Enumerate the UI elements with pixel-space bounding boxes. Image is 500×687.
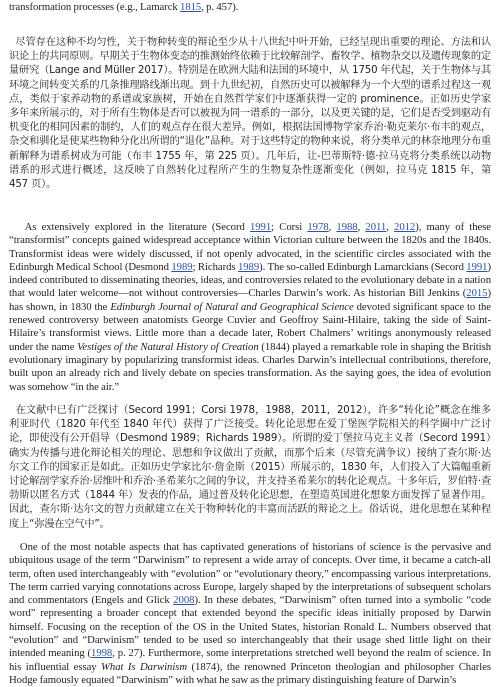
citation-link[interactable]: 1988 bbox=[336, 221, 358, 233]
citation-link[interactable]: 1991 bbox=[249, 221, 272, 233]
paragraph-zh-1: 尽管存在这种不均匀性，关于物种转变的辩论至少从十八世纪中叶开始，已经呈现出重要的理论、方法和认识论上的共同原则。早期关于生物体变态的推测始终依赖于比较解剖学、畜牧学、植物杂交以及遗传现象的定量研究（Lange and Müller 2017）。特别是在欧洲大陆和法国的环境中，从 1750 年代起，关于生物体与其环境之间转变关系的几条推理路线渐出现。到十九世纪初，自然历史可以被解释为一个大型的谱系过程这一观点，类似于家养动物的系谱或家族树，开始在自然哲学家们中逐渐获得一定的 prominence。正如历史学家多年来所展示的，对于所有生物体是否可以被视为同一谱系的一部分，以及更关键的是，它们是否受到驱动有机变化的相同因素的制约，人们的观点存在很大差异。例如，根据法国博物学家乔治·勒克莱尔·布丰的观点，杂交和驯化是使某些物种分化出所谓的“退化”品种。对于这些特定的物种来说，将分类单元的林奈地理分布重新解释为谱系树成为可能（布丰 1755 年，第 225 页）。几年后，让-巴蒂斯特·德·拉马克将分类系统以动物谱系的形式进行概述，这反映了自然转化过程所产生的生物复杂性逐渐变化（例如，拉马克 1815 年，第 457 页）。 bbox=[9, 37, 492, 191]
citation-link[interactable]: 2011 bbox=[365, 221, 387, 233]
citation-link[interactable]: 1998 bbox=[91, 647, 113, 660]
citation-link[interactable]: 2012 bbox=[394, 221, 416, 233]
citation-link[interactable]: 1815 bbox=[180, 1, 202, 13]
citation-link[interactable]: 1991 bbox=[466, 260, 488, 273]
paragraph-en-1: As extensively explored in the literature (Secord 1991; Corsi 1978, 1988, 2011, 2012), many of these “transformist” concepts gained widespread acceptance within Victorian culture between the 1820s and the 1840s. Transformist ideas were widely discussed, if not openly advocated, in the scientific circles associated with the Edinburgh Medical School (Desmond 1989; Richards 1989). The so-called Edinburgh Lamarckians (Secord 1991) indeed contributed to disseminating theories, ideas, and controversies related to the evolutionary debate in a nation that would later welcome—not without controversies—Charles Darwin’s work. As historian Bill Jenkins (2015) has shown, in 1830 the Edinburgh Journal of Natural and Geographical Science devoted significant space to the renewed controversy between anatomists George Cuvier and Geoffroy Saint-Hilaire, taking the side of Saint-Hilaire’s transformist views. Little more than a decade later, Robert Chalmers’ writings anonymously released under the name Vestiges of the Natural History of Creation (1844) played a remarkable role in shaping the British evolutionary imaginary by popularizing transformist ideas. Charles Darwin’s intellectual contributions, therefore, built upon an already rich and lively debate on species transformation. As the saying goes, the idea of evolution was somehow “in the air.” bbox=[9, 221, 492, 393]
citation-link[interactable]: 2008 bbox=[173, 594, 195, 607]
citation-link[interactable]: 1989 bbox=[171, 260, 193, 273]
paragraph-en-2: One of the most notable aspects that has captivated generations of historians of science is the pervasive and ubiquitous usage of the term “Darwinism” to represent a wide array of concepts. Over time, it became a catch-all term, often used interchangeably with “evolution” or “evolutionary theory,” encompassing various interpretations. The term carried varying connotations across Europe, largely shaped by the interpretations of subsequent scholars and commentators (Engels and Glick 2008). In these debates, “Darwinism” often turned into a symbolic “code word” representing a broader concept that extended beyond the specific ideas initially proposed by Darwin himself. Focusing on the reception of the OS in the United States, historian Ronald L. Numbers observed that “evolution” and “Darwinism” tended to be used so interchangeably that their usage shed little light on their intended meaning (1998, p. 27). Furthermore, some interpretations stretched well beyond the realm of science. In his influential essay What Is Darwinism (1874), the renowned Princeton theologian and philosopher Charles Hodge famously equated “Darwinism” with what he saw as the primary distinguishing feature of Darwin’s bbox=[9, 541, 492, 686]
paragraph-zh-2: 在文献中已有广泛探讨（Secord 1991；Corsi 1978，1988，2011，2012），许多“转化论”概念在维多利亚时代（1820 年代至 1840 年代）获得了广泛接受。转化论思想在爱丁堡医学院相关的科学圈中广泛讨论，即使没有公开倡导（Desmond 1989；Richards 1989）。所谓的爱丁堡拉马克主义者（Secord 1991）确实为传播与进化辩论相关的理论、思想和争议做出了贡献，而那个后来（尽管充满争议）接纳了查尔斯·达尔文工作的国家正是如此。正如历史学家比尔·詹金斯（2015）所展示的，1830 年，人们投入了大篇幅重新讨论解剖学家乔治·居维叶和乔治·圣希莱尔之间的争议，并支持圣希莱尔的转化论观点。十多年后，罗伯特·查勃斯以匿名方式（1844 年）发表的作品，通过普及转化论思想，在塑造英国进化想象方面发挥了显著作用。因此，查尔斯·达尔文的智力贡献建立在关于物种转化的丰富而活跃的辩论之上。俗话说，进化思想在某种程度上“弥漫在空气中”。 bbox=[9, 405, 491, 530]
citation-link[interactable]: 1978 bbox=[307, 221, 329, 233]
citation-link[interactable]: 2015 bbox=[466, 287, 488, 300]
citation-link[interactable]: 1989 bbox=[237, 260, 260, 273]
paragraph-en-fragment: transformation processes (e.g., Lamarck 1815, p. 457). bbox=[9, 1, 239, 13]
